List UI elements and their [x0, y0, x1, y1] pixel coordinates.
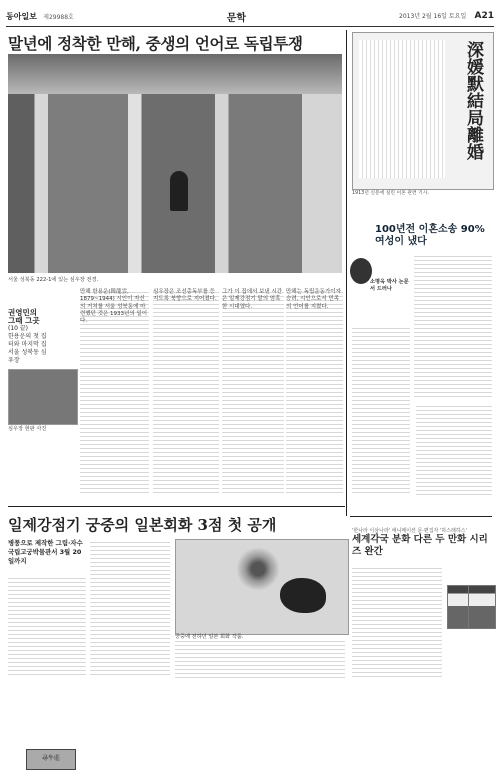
- masthead: 동아일보: [6, 10, 37, 21]
- author-line-2: 서울 성북동 심우장: [8, 349, 47, 364]
- main-photo: [8, 54, 342, 273]
- right-section-rule: [350, 516, 492, 517]
- bottom-subhead: 병풍으로 제작한 그림·자수 국립고궁박물관서 3월 20일까지: [8, 539, 83, 565]
- clipping-headline: 深媛默結局離婚: [463, 41, 483, 160]
- right-article-top: [414, 253, 492, 397]
- right-article-left: [352, 325, 410, 495]
- article-column-3: [222, 289, 284, 494]
- seated-person: [170, 171, 188, 211]
- issue-date: 2013년 2월 16일 토요일: [399, 13, 467, 20]
- column-author-box: [8, 309, 50, 365]
- painted-bird: [280, 578, 326, 613]
- bottom-section-rule: [8, 506, 345, 507]
- bottom-headline: 일제강점기 궁중의 일본회화 3점 첫 공개: [8, 516, 277, 534]
- article-column-4: [286, 289, 343, 494]
- author-series: 그때 그곳: [8, 316, 40, 325]
- clipping-text-lines: [359, 40, 445, 178]
- author-number: (10 끝): [8, 325, 29, 332]
- right-quote: 소명옥 박사 논문서 드러나: [370, 279, 409, 292]
- painted-tree: [234, 542, 282, 596]
- vertical-divider: [346, 30, 347, 516]
- bottom-article-column-2: [90, 539, 170, 678]
- newspaper-header: [6, 6, 494, 27]
- article-column-1-intro: 만해 한용운(韓龍雲, 1879~1944) 시인이 자신의 거처를 서울 성북동에 마련했던 것은 1933년의 일이다.: [80, 289, 148, 325]
- clipping-caption: 1913년 신문에 실린 이혼 관련 기사.: [352, 191, 429, 196]
- issue-number: 제29988호: [43, 13, 74, 21]
- author-line-1: 한용운의 첫 집터와 마지막 집: [8, 333, 47, 348]
- comic-news-kicker: '한나라 이삼나라' 애니메이션 문·편집자 '하스래하스': [352, 528, 467, 534]
- article-column-2: [153, 289, 219, 494]
- section-title: 문학: [226, 12, 247, 24]
- right-headline: 100년전 이혼소송 90% 여성이 냈다: [375, 224, 485, 247]
- roof-detail: [8, 54, 342, 94]
- article-column-3-intro: 그가 이 집에서 보낸 시간은 일제강점기 말의 엄혹한 시대였다.: [222, 289, 283, 310]
- comic-news-body: [352, 565, 442, 677]
- article-column-4-intro: 만해는 독립운동가이자 승려, 시인으로서 민족의 언어를 지켰다.: [286, 289, 341, 310]
- archival-clipping: [352, 32, 494, 190]
- article-column-2-intro: 심우장은 조선총독부를 등지도록 북향으로 지어졌다.: [153, 289, 217, 303]
- book-cover-image-2: [469, 586, 495, 628]
- main-photo-caption: 서울 성북동 222-1에 있는 심우장 전경.: [8, 277, 99, 283]
- bottom-article-column-3: [175, 638, 345, 678]
- signboard: 尋牛莊: [26, 749, 76, 770]
- page-number: A21: [474, 11, 494, 21]
- right-article-bottom: [416, 403, 492, 495]
- painting-caption: 궁중에 전하던 일본 회화 작품.: [175, 634, 244, 640]
- bottom-article-column-1: [8, 575, 86, 678]
- signboard-caption: 심우장 현판 사진: [8, 426, 47, 432]
- author-portrait: [350, 258, 372, 284]
- comic-news-headline: 세계각국 분화 다른 두 만화 시리즈 완간: [352, 534, 488, 557]
- article-column-1: [80, 289, 149, 494]
- main-headline: 말년에 정착한 만해, 중생의 언어로 독립투쟁: [8, 34, 303, 53]
- author-kicker: 권영민의: [8, 308, 37, 317]
- book-cover-2: [468, 585, 496, 629]
- japanese-painting: [175, 539, 349, 635]
